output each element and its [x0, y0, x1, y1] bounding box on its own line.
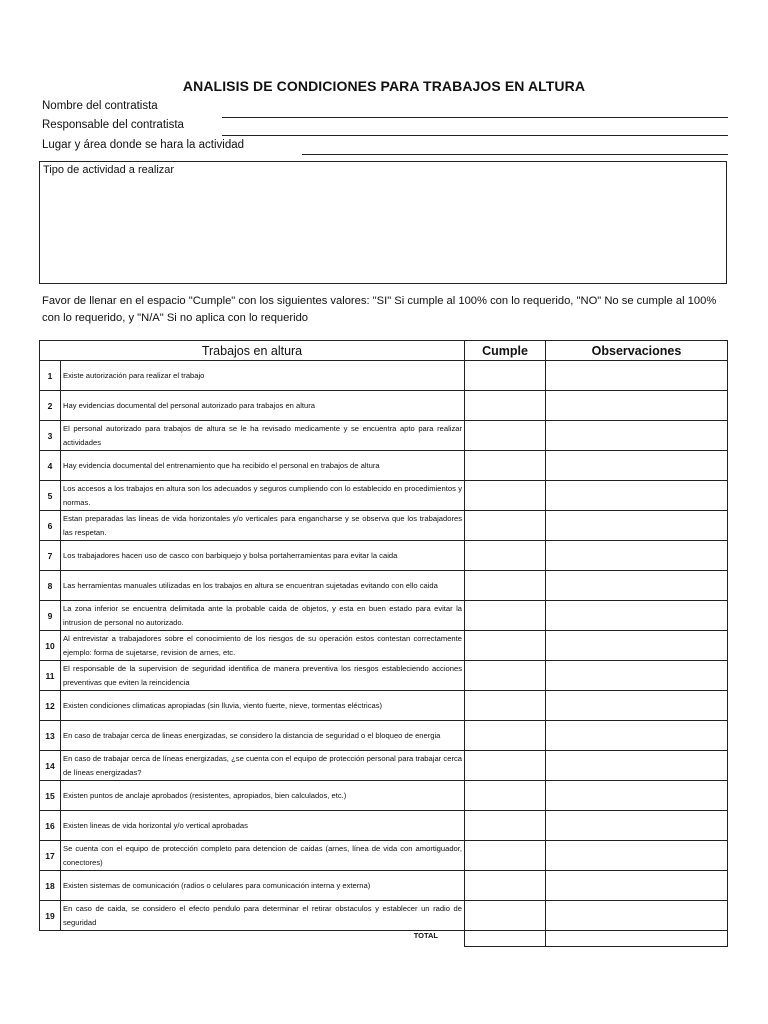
- row-number: 15: [40, 781, 61, 811]
- observaciones-cell[interactable]: [546, 901, 728, 931]
- header-cumple: Cumple: [465, 341, 546, 361]
- row-description: Los trabajadores hacen uso de casco con barbiquejo y bolsa portaherramientas para evitar la caida: [61, 541, 465, 571]
- table-row: [40, 661, 728, 691]
- row-description: En caso de trabajar cerca de líneas energizadas, ¿se cuenta con el equipo de protección personal para trabajar cerca de líneas energizadas?: [61, 751, 465, 781]
- table-row: [40, 781, 728, 811]
- observaciones-cell[interactable]: [546, 631, 728, 661]
- contratista-label: Nombre del contratista: [42, 100, 158, 112]
- lugar-label: Lugar y área donde se hara la actividad: [42, 139, 245, 151]
- cumple-cell[interactable]: [465, 511, 546, 541]
- cumple-cell[interactable]: [465, 631, 546, 661]
- cumple-cell[interactable]: [465, 751, 546, 781]
- responsable-field[interactable]: [222, 135, 728, 136]
- observaciones-cell[interactable]: [546, 451, 728, 481]
- row-description: En caso de trabajar cerca de lineas energizadas, se considero la distancia de seguridad o el bloqueo de energia: [61, 721, 465, 751]
- row-number: 17: [40, 841, 61, 871]
- cumple-cell[interactable]: [465, 841, 546, 871]
- contratista-field[interactable]: [222, 117, 728, 118]
- responsable-label: Responsable del contratista: [42, 119, 184, 131]
- row-number: 6: [40, 511, 61, 541]
- cumple-cell[interactable]: [465, 721, 546, 751]
- observaciones-cell[interactable]: [546, 691, 728, 721]
- activity-type-label: Tipo de actividad a realizar: [43, 164, 175, 176]
- observaciones-cell[interactable]: [546, 841, 728, 871]
- row-number: 5: [40, 481, 61, 511]
- row-description: La zona inferior se encuentra delimitada ante la probable caida de objetos, y esta en buen estado para evitar la intrusion de personal no autorizado.: [61, 601, 465, 631]
- table-row: [40, 361, 728, 391]
- header-trabajos: Trabajos en altura: [40, 341, 465, 361]
- observaciones-cell[interactable]: [546, 361, 728, 391]
- observaciones-cell[interactable]: [546, 571, 728, 601]
- observaciones-cell[interactable]: [546, 811, 728, 841]
- cumple-cell[interactable]: [465, 811, 546, 841]
- table-row: [40, 871, 728, 901]
- cumple-cell[interactable]: [465, 451, 546, 481]
- row-description: Las herramientas manuales utilizadas en los trabajos en altura se encuentran sujetadas evitando con ello caida: [61, 571, 465, 601]
- table-row: [40, 511, 728, 541]
- cumple-cell[interactable]: [465, 481, 546, 511]
- table-row: [40, 901, 728, 931]
- row-description: En caso de caida, se considero el efecto pendulo para determinar el retirar obstaculos y establecer un radio de seguridad: [61, 901, 465, 931]
- row-description: Los accesos a los trabajos en altura son los adecuados y seguros cumpliendo con lo establecido en procedimientos y normas.: [61, 481, 465, 511]
- row-number: 19: [40, 901, 61, 931]
- checklist-table: [39, 340, 728, 947]
- row-description: Existen puntos de anclaje aprobados (resistentes, apropiados, bien calculados, etc.): [61, 781, 465, 811]
- table-row: [40, 481, 728, 511]
- row-number: 18: [40, 871, 61, 901]
- observaciones-cell[interactable]: [546, 511, 728, 541]
- table-header-row: [40, 341, 728, 361]
- row-number: 3: [40, 421, 61, 451]
- table-row: [40, 541, 728, 571]
- observaciones-cell[interactable]: [546, 481, 728, 511]
- header-observaciones: Observaciones: [546, 341, 728, 361]
- cumple-cell[interactable]: [465, 541, 546, 571]
- table-row: [40, 841, 728, 871]
- row-description: Existe autorización para realizar el trabajo: [61, 361, 465, 391]
- lugar-field[interactable]: [302, 154, 728, 155]
- row-description: Existen condiciones climaticas apropiadas (sin lluvia, viento fuerte, nieve, tormentas eléctricas): [61, 691, 465, 721]
- observaciones-cell[interactable]: [546, 781, 728, 811]
- table-row: [40, 751, 728, 781]
- observaciones-cell[interactable]: [546, 721, 728, 751]
- cumple-cell[interactable]: [465, 421, 546, 451]
- table-row: [40, 451, 728, 481]
- row-description: Hay evidencias documental del personal autorizado para trabajos en altura: [61, 391, 465, 421]
- observaciones-cell[interactable]: [546, 541, 728, 571]
- row-number: 1: [40, 361, 61, 391]
- table-row: [40, 631, 728, 661]
- row-number: 10: [40, 631, 61, 661]
- row-description: Hay evidencia documental del entrenamiento que ha recibido el personal en trabajos de altura: [61, 451, 465, 481]
- cumple-cell[interactable]: [465, 361, 546, 391]
- total-cumple-cell[interactable]: [465, 931, 546, 947]
- cumple-cell[interactable]: [465, 781, 546, 811]
- cumple-cell[interactable]: [465, 601, 546, 631]
- observaciones-cell[interactable]: [546, 661, 728, 691]
- row-number: 9: [40, 601, 61, 631]
- observaciones-cell[interactable]: [546, 871, 728, 901]
- table-row: [40, 721, 728, 751]
- observaciones-cell[interactable]: [546, 751, 728, 781]
- row-description: Existen lineas de vida horizontal y/o vertical aprobadas: [61, 811, 465, 841]
- total-observaciones-cell[interactable]: [546, 931, 728, 947]
- row-description: El personal autorizado para trabajos de altura se le ha revisado medicamente y se encuentra apto para realizar actividades: [61, 421, 465, 451]
- page-title: ANALISIS DE CONDICIONES PARA TRABAJOS EN ALTURA: [182, 78, 586, 94]
- row-number: 13: [40, 721, 61, 751]
- cumple-cell[interactable]: [465, 391, 546, 421]
- cumple-cell[interactable]: [465, 661, 546, 691]
- cumple-cell[interactable]: [465, 571, 546, 601]
- row-number: 7: [40, 541, 61, 571]
- table-row: [40, 391, 728, 421]
- row-description: Al entrevistar a trabajadores sobre el conocimiento de los riesgos de su operación estos contestan correctamente ejemplo: forma de sujetarse, revision de arnes, etc.: [61, 631, 465, 661]
- row-number: 16: [40, 811, 61, 841]
- table-row: [40, 601, 728, 631]
- cumple-cell[interactable]: [465, 691, 546, 721]
- row-number: 8: [40, 571, 61, 601]
- row-description: Estan preparadas las lineas de vida horizontales y/o verticales para engancharse y se observa que los trabajadores las respetan.: [61, 511, 465, 541]
- observaciones-cell[interactable]: [546, 421, 728, 451]
- row-number: 4: [40, 451, 61, 481]
- row-number: 14: [40, 751, 61, 781]
- cumple-cell[interactable]: [465, 901, 546, 931]
- row-number: 11: [40, 661, 61, 691]
- activity-type-box[interactable]: [39, 161, 727, 284]
- row-description: Se cuenta con el equipo de protección completo para detencion de caidas (arnes, línea de vida con amortiguador, conectores): [61, 841, 465, 871]
- total-label: TOTAL: [413, 931, 438, 940]
- cumple-cell[interactable]: [465, 871, 546, 901]
- table-row: [40, 571, 728, 601]
- row-description: El responsable de la supervision de seguridad identifica de manera preventiva los riesgos estableciendo acciones preventivas que eviten la reincidencia: [61, 661, 465, 691]
- observaciones-cell[interactable]: [546, 601, 728, 631]
- table-row: [40, 691, 728, 721]
- observaciones-cell[interactable]: [546, 391, 728, 421]
- row-number: 2: [40, 391, 61, 421]
- total-row: [40, 931, 728, 947]
- table-row: [40, 421, 728, 451]
- row-description: Existen sistemas de comunicación (radios o celulares para comunicación interna y externa): [61, 871, 465, 901]
- table-row: [40, 811, 728, 841]
- instructions-text: Favor de llenar en el espacio "Cumple" con los siguientes valores: "SI" Si cumple al 100% con lo requerido, "NO" No se cumple al 100% con lo requerido, y "N/A" Si no aplica con lo requerido: [42, 295, 717, 324]
- row-number: 12: [40, 691, 61, 721]
